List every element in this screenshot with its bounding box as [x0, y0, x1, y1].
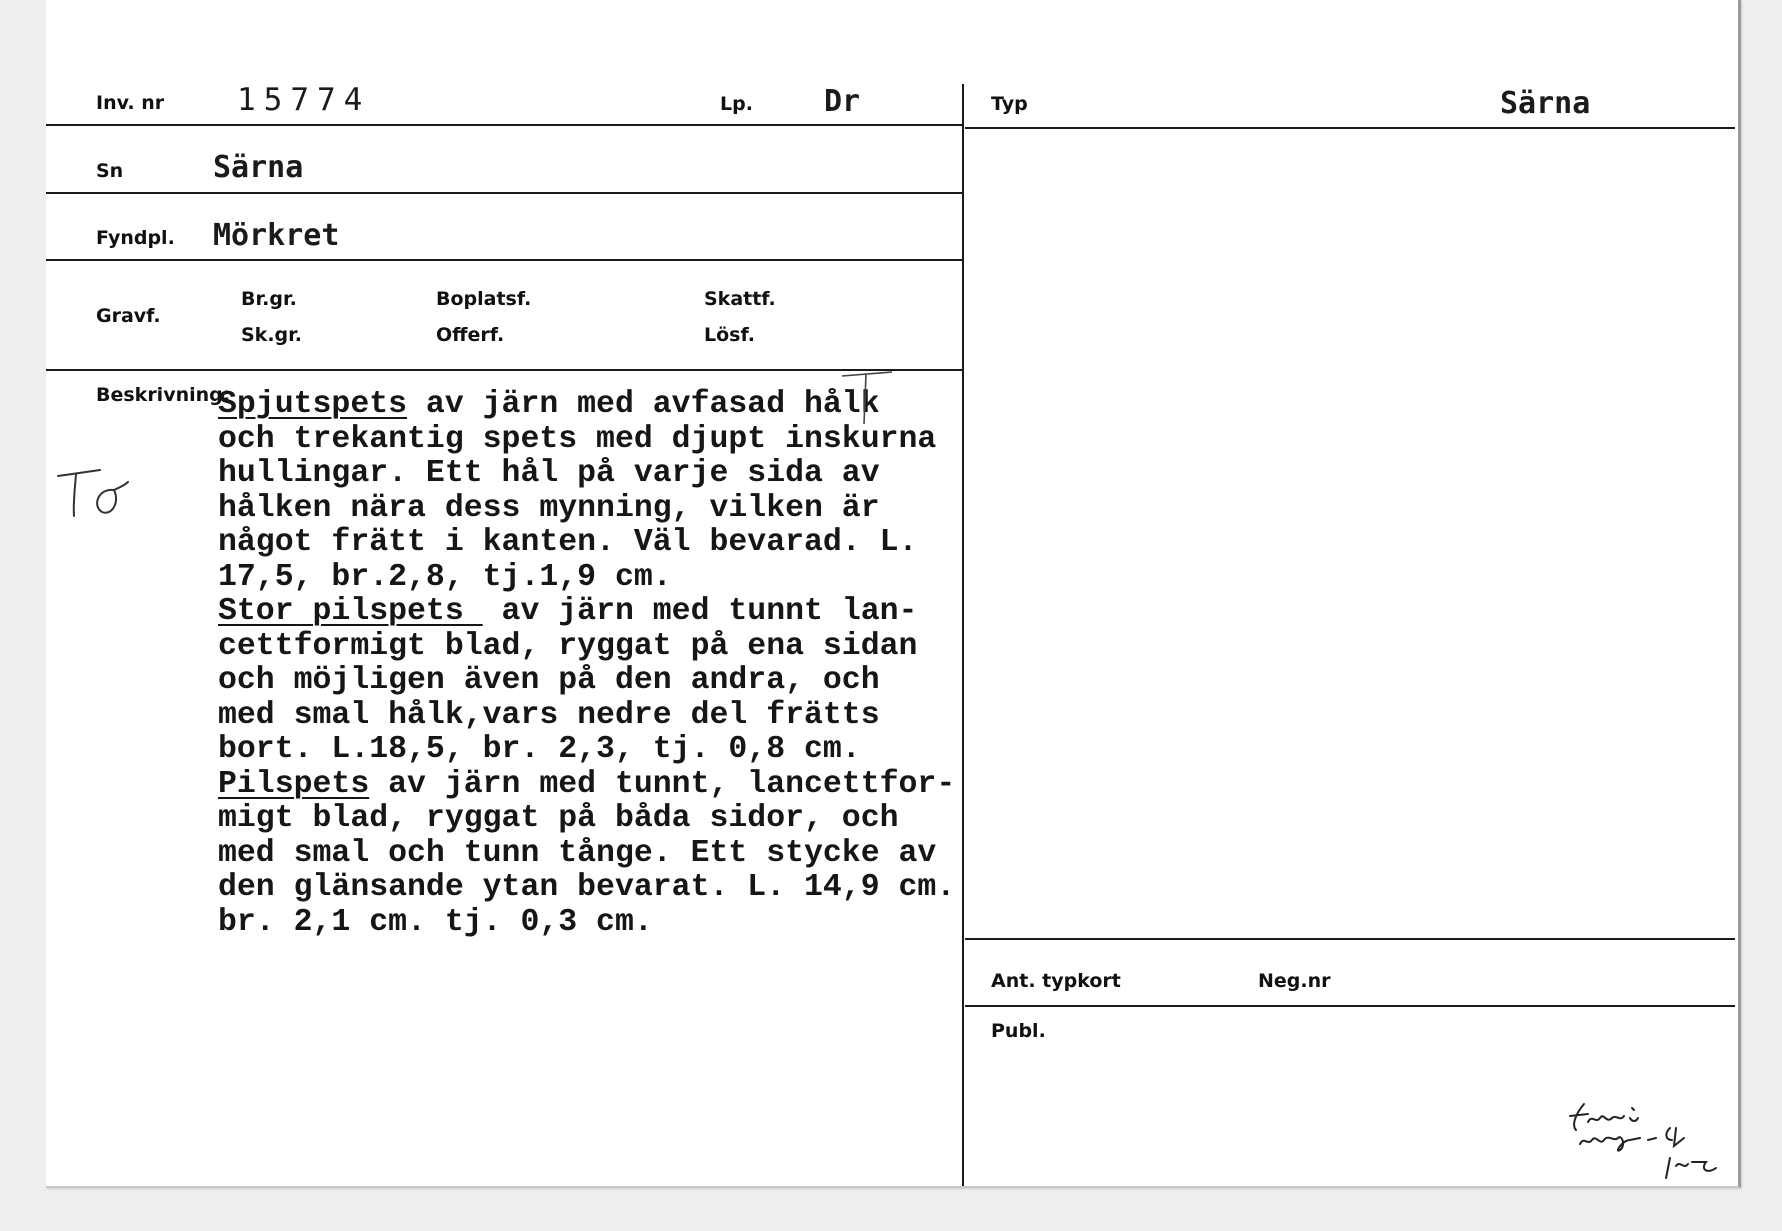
- description-line: [218, 733, 955, 768]
- lp-label: Lp.: [720, 93, 753, 115]
- offerf-label: Offerf.: [436, 324, 505, 346]
- description-line: [218, 664, 955, 699]
- inv-nr-value: 15774: [237, 82, 371, 118]
- handwritten-margin-note: [54, 462, 134, 537]
- description-line-text: med smal hålk,vars nedre del frätts: [218, 697, 880, 733]
- rule-typkort-top: [965, 938, 1735, 940]
- gravf-label: Gravf.: [96, 305, 161, 327]
- rule-fyndpl: [46, 259, 962, 261]
- sn-label: Sn: [96, 160, 124, 182]
- handwritten-corner-scribble: [1566, 1100, 1766, 1182]
- losf-label: Lösf.: [704, 324, 755, 346]
- description-item-heading: Spjutspets: [218, 387, 408, 422]
- description-line: [218, 526, 955, 561]
- description-line: [218, 595, 955, 630]
- ant-typkort-label: Ant. typkort: [991, 970, 1121, 992]
- pencil-tick-mark: [838, 368, 898, 428]
- description-line-text: något frätt i kanten. Väl bevarad. L.: [218, 525, 918, 560]
- description-line: [218, 906, 955, 941]
- fyndpl-label: Fyndpl.: [96, 227, 175, 249]
- description-line-text: 17,5, br.2,8, tj.1,9 cm.: [218, 559, 672, 595]
- description-line: [218, 802, 955, 837]
- description-line: [218, 457, 955, 492]
- description-line: [218, 871, 955, 906]
- description-text: [218, 388, 955, 940]
- skattf-label: Skattf.: [704, 288, 776, 310]
- description-line-text: cettformigt blad, ryggat på ena sidan: [218, 628, 918, 664]
- description-line-text: av järn med tunnt lan-: [482, 594, 918, 629]
- description-line: [218, 561, 955, 596]
- inv-nr-label: Inv. nr: [96, 92, 165, 114]
- fyndpl-value: Mörkret: [213, 218, 340, 253]
- typ-label: Typ: [991, 93, 1028, 115]
- description-line-text: och trekantig spets med djupt inskurna: [218, 421, 937, 457]
- handwritten-to-mark: [54, 462, 134, 532]
- description-line: [218, 837, 955, 872]
- sn-value: Särna: [213, 150, 304, 185]
- description-line-text: med smal och tunn tånge. Ett stycke av: [218, 835, 937, 871]
- neg-nr-label: Neg.nr: [1258, 970, 1331, 992]
- description-line: [218, 768, 955, 803]
- description-line-text: hålken nära dess mynning, vilken är: [218, 490, 880, 526]
- lp-value: Dr: [824, 84, 861, 119]
- description-line-text: bort. L.18,5, br. 2,3, tj. 0,8 cm.: [218, 732, 861, 767]
- description-line-text: den glänsande ytan bevarat. L. 14,9 cm.: [218, 870, 956, 905]
- boplatsf-label: Boplatsf.: [436, 288, 532, 310]
- description-item-heading: Stor pilspets: [218, 594, 483, 629]
- description-item-heading: Pilspets: [218, 766, 370, 802]
- br-gr-label: Br.gr.: [241, 288, 297, 310]
- description-line-text: br. 2,1 cm. tj. 0,3 cm.: [218, 904, 653, 940]
- rule-sn: [46, 192, 962, 194]
- description-line-text: av järn med avfasad hålk: [407, 387, 880, 422]
- description-line-text: och möjligen även på den andra, och: [218, 663, 880, 698]
- description-line-text: migt blad, ryggat på båda sidor, och: [218, 801, 899, 836]
- handwritten-corner-note: [1566, 1100, 1766, 1182]
- rule-gravf: [46, 369, 962, 371]
- rule-header: [46, 124, 962, 126]
- description-line-text: hullingar. Ett hål på varje sida av: [218, 456, 880, 491]
- description-line-text: av järn med tunnt, lancettfor-: [369, 766, 956, 802]
- description-line: [218, 630, 955, 665]
- beskrivning-label: Beskrivning:: [96, 384, 231, 406]
- column-divider: [962, 84, 964, 1186]
- rule-typkort-bottom: [965, 1005, 1735, 1007]
- catalog-card: [46, 0, 1741, 1188]
- publ-label: Publ.: [991, 1020, 1046, 1042]
- rule-typ: [965, 127, 1735, 129]
- typ-value: Särna: [1500, 86, 1591, 121]
- description-line: [218, 492, 955, 527]
- sk-gr-label: Sk.gr.: [241, 324, 303, 346]
- description-line: [218, 699, 955, 734]
